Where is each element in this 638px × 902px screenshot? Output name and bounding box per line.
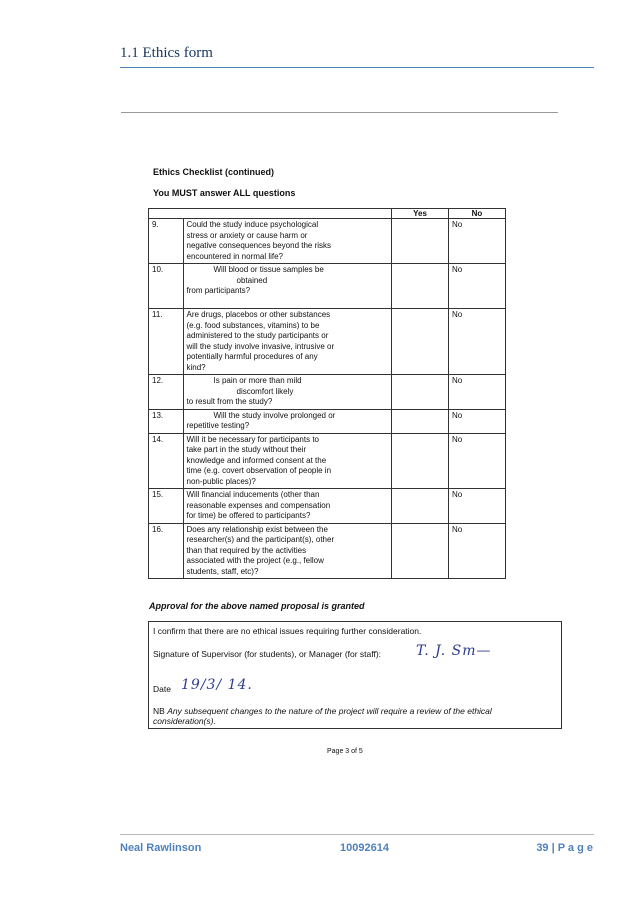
document-header-title: 1.1 Ethics form — [120, 45, 213, 61]
question-line: Will it be necessary for participants to — [186, 434, 319, 444]
checklist-title: Ethics Checklist (continued) — [153, 167, 275, 177]
question-line: negative consequences beyond the risks — [186, 241, 332, 250]
checklist-table — [148, 208, 506, 579]
question-number: 9. — [149, 219, 184, 264]
question-line: stress or anxiety or cause harm or — [186, 230, 308, 240]
question-line: time (e.g. covert observation of people in — [186, 466, 332, 475]
question-number: 13. — [149, 409, 184, 433]
question-number: 16. — [149, 523, 184, 579]
footer-author-name: Neal Rawlinson — [120, 842, 202, 854]
question-number: 14. — [149, 433, 184, 489]
nb-prefix: NB — [153, 706, 165, 716]
question-line: encountered in normal life? — [186, 251, 284, 261]
question-line: non-public places)? — [186, 476, 256, 486]
table-row — [149, 433, 506, 489]
answer-no: No — [449, 264, 506, 309]
footer-student-id: 10092614 — [340, 842, 389, 854]
table-row — [149, 219, 506, 264]
question-number: 10. — [149, 264, 184, 309]
column-header-no: No — [449, 209, 506, 219]
question-line: obtained — [236, 275, 268, 285]
question-line: Will financial inducements (other than — [186, 490, 320, 499]
question-text — [183, 409, 392, 433]
table-row — [149, 523, 506, 579]
checklist-subtitle: You MUST answer ALL questions — [153, 188, 296, 198]
question-line: for time) be offered to participants? — [186, 511, 311, 520]
question-line: (e.g. food substances, vitamins) to be — [186, 320, 320, 330]
table-row — [149, 375, 506, 410]
approval-box — [148, 621, 562, 729]
question-line: Does any relationship exist between the — [186, 524, 328, 534]
question-text — [183, 309, 392, 375]
table-row — [149, 489, 506, 524]
answer-no: No — [449, 523, 506, 579]
question-line: reasonable expenses and compensation — [186, 500, 331, 510]
question-line: kind? — [186, 362, 206, 372]
answer-no: No — [449, 489, 506, 524]
handwritten-date: 19/3/ 14. — [181, 677, 253, 693]
scanned-ethics-checklist — [121, 104, 558, 764]
answer-no: No — [449, 375, 506, 410]
answer-no: No — [449, 433, 506, 489]
question-text — [183, 219, 392, 264]
question-line: Could the study induce psychological — [186, 220, 319, 229]
question-line: than that required by the activities — [186, 545, 307, 555]
scan-page-number: Page 3 of 5 — [327, 748, 363, 755]
answer-yes — [392, 433, 449, 489]
question-line: take part in the study without their — [186, 445, 307, 454]
question-line: associated with the project (e.g., fellow — [186, 556, 324, 565]
footer-page-number: 39 | P a g e — [536, 842, 593, 854]
answer-yes — [392, 264, 449, 309]
question-line: to result from the study? — [186, 397, 273, 406]
question-line: Are drugs, placebos or other substances — [186, 310, 331, 319]
question-text — [183, 433, 392, 489]
header-blank — [149, 209, 184, 219]
question-line: administered to the study participants or — [186, 331, 329, 340]
answer-yes — [392, 409, 449, 433]
question-line: from participants? — [186, 286, 251, 295]
question-line: will the study involve invasive, intrusive or — [186, 341, 335, 351]
answer-no: No — [449, 409, 506, 433]
question-text — [183, 523, 392, 579]
signature-label: Signature of Supervisor (for students), or Manager (for staff): — [153, 649, 382, 659]
answer-yes — [392, 219, 449, 264]
question-number: 12. — [149, 375, 184, 410]
header-blank-question — [183, 209, 392, 219]
question-line: Will blood or tissue samples be — [213, 265, 324, 274]
answer-no: No — [449, 309, 506, 375]
approval-heading: Approval for the above named proposal is granted — [149, 601, 365, 611]
question-number: 11. — [149, 309, 184, 375]
answer-yes — [392, 309, 449, 375]
table-header-row — [149, 209, 506, 219]
question-line: Is pain or more than mild — [213, 376, 302, 385]
question-text — [183, 375, 392, 410]
confirm-statement: I confirm that there are no ethical issues requiring further consideration. — [153, 626, 422, 636]
column-header-yes: Yes — [392, 209, 449, 219]
date-label: Date — [153, 684, 171, 694]
nb-text: Any subsequent changes to the nature of the project will require a review of the ethical consideration(s). — [153, 706, 492, 726]
answer-yes — [392, 375, 449, 410]
question-line: knowledge and informed consent at the — [186, 455, 327, 465]
question-line: students, staff, etc)? — [186, 566, 259, 576]
nb-note — [153, 706, 553, 726]
question-line: discomfort likely — [236, 386, 294, 396]
question-number: 15. — [149, 489, 184, 524]
handwritten-signature: T. J. Sm— — [416, 643, 492, 659]
table-row — [149, 309, 506, 375]
question-line: Will the study involve prolonged or — [213, 410, 336, 420]
table-row — [149, 264, 506, 309]
table-row — [149, 409, 506, 433]
answer-no: No — [449, 219, 506, 264]
question-line: potentially harmful procedures of any — [186, 352, 318, 361]
footer-rule — [120, 834, 594, 835]
question-line: researcher(s) and the participant(s), other — [186, 535, 335, 544]
question-line: repetitive testing? — [186, 421, 250, 430]
scan-top-line — [121, 112, 558, 113]
question-text — [183, 264, 392, 309]
answer-yes — [392, 489, 449, 524]
header-rule — [120, 67, 594, 68]
answer-yes — [392, 523, 449, 579]
question-text — [183, 489, 392, 524]
